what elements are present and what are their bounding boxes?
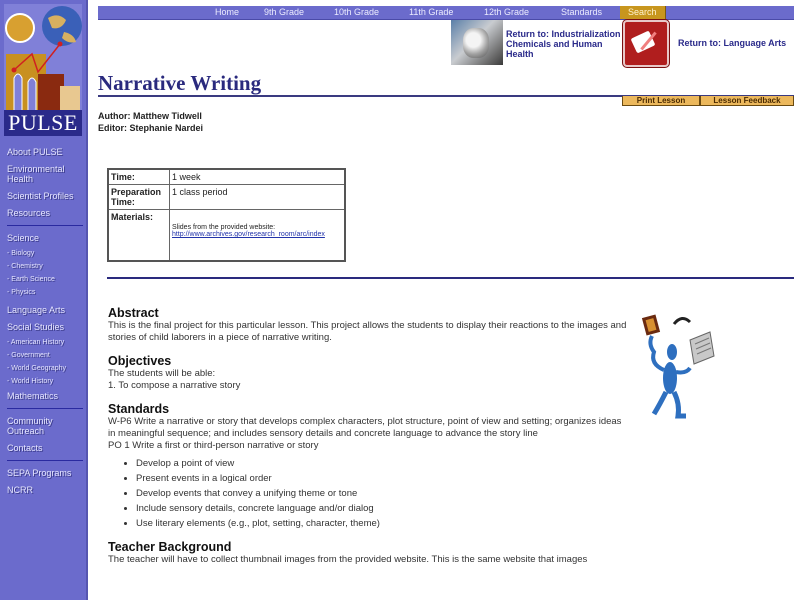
sidebar-item-american-history[interactable]: - American History bbox=[7, 339, 65, 346]
sidebar-item-environmental-health[interactable]: Environmental Health bbox=[7, 164, 65, 184]
nav-home[interactable]: Home bbox=[215, 7, 240, 17]
standards-text: W-P6 Write a narrative or story that develops complex characters, plot structure, point of view and setting; organizes ideas in meaningful sequence; and includes sensory details and concrete language to advance the story line bbox=[108, 416, 622, 439]
time-label: Time: bbox=[108, 169, 170, 185]
sidebar-item-sepa-programs[interactable]: SEPA Programs bbox=[7, 468, 72, 478]
lesson-info-table bbox=[107, 168, 346, 262]
time-value: 1 week bbox=[170, 169, 346, 185]
logo-art bbox=[4, 4, 82, 110]
standards-list bbox=[108, 458, 628, 530]
language-arts-icon[interactable] bbox=[623, 20, 669, 67]
section-divider bbox=[107, 277, 794, 279]
sidebar-item-mathematics[interactable]: Mathematics bbox=[7, 391, 59, 401]
sidebar-item-scientist-profiles[interactable]: Scientist Profiles bbox=[7, 191, 74, 201]
objectives-intro: The students will be able: bbox=[108, 368, 216, 379]
document-icon bbox=[690, 332, 714, 364]
nav-12th-grade[interactable]: 12th Grade bbox=[484, 7, 530, 17]
sidebar-item-community-outreach[interactable]: Community Outreach bbox=[7, 416, 53, 436]
standards-po: PO 1 Write a first or third-person narrative or story bbox=[108, 440, 319, 451]
materials-link[interactable]: http://www.archives.gov/research_room/arc/index bbox=[172, 231, 325, 238]
pulse-logo[interactable] bbox=[4, 4, 82, 136]
materials-value bbox=[170, 210, 346, 262]
table-row bbox=[108, 185, 345, 210]
nav-10th-grade[interactable]: 10th Grade bbox=[334, 7, 380, 17]
sidebar-item-earth-science[interactable]: - Earth Science bbox=[7, 276, 55, 283]
table-row bbox=[108, 169, 345, 185]
phone-icon bbox=[674, 318, 690, 324]
book-icon bbox=[642, 314, 660, 335]
side-nav bbox=[7, 147, 83, 502]
lesson-content bbox=[108, 306, 628, 566]
sidebar-item-language-arts[interactable]: Language Arts bbox=[7, 305, 66, 315]
return-to-subject-link[interactable]: Return to: Language Arts bbox=[678, 38, 787, 48]
list-item: • Develop a point of view bbox=[136, 458, 628, 470]
page-title: Narrative Writing bbox=[98, 71, 262, 95]
industrialization-thumbnail[interactable] bbox=[451, 20, 503, 65]
list-item: • Use literary elements (e.g., plot, setting, character, theme) bbox=[136, 518, 628, 530]
standards-heading: Standards bbox=[108, 402, 170, 416]
return-to-unit-link[interactable]: Return to: Industrialization Chemicals and Human Health bbox=[506, 29, 621, 59]
materials-label: Materials: bbox=[108, 210, 170, 262]
sidebar-item-science[interactable]: Science bbox=[7, 233, 40, 243]
sidebar-item-chemistry[interactable]: - Chemistry bbox=[7, 263, 43, 270]
prep-label: Preparation Time: bbox=[108, 185, 170, 210]
sidebar-divider bbox=[7, 225, 83, 226]
sidebar-item-ncrr[interactable]: NCRR bbox=[7, 485, 33, 495]
sidebar-item-world-history[interactable]: - World History bbox=[7, 378, 54, 385]
lesson-actions bbox=[622, 96, 794, 106]
nav-9th-grade[interactable]: 9th Grade bbox=[264, 7, 305, 17]
sidebar-item-social-studies[interactable]: Social Studies bbox=[7, 322, 65, 332]
prep-value: 1 class period bbox=[170, 185, 346, 210]
sidebar-item-world-geography[interactable]: - World Geography bbox=[7, 365, 67, 372]
nav-standards[interactable]: Standards bbox=[561, 7, 603, 17]
list-item: • Develop events that convey a unifying theme or tone bbox=[136, 488, 628, 500]
top-nav bbox=[98, 6, 794, 20]
lesson-feedback-button[interactable]: Lesson Feedback bbox=[700, 96, 794, 106]
credits bbox=[98, 110, 203, 134]
abstract-heading: Abstract bbox=[108, 306, 159, 320]
sidebar-item-biology[interactable]: - Biology bbox=[7, 250, 35, 257]
abstract-text: This is the final project for this particular lesson. This project allows the students to display their reactions to the images and stories of child laborers in a piece of narrative writing. bbox=[108, 320, 627, 343]
background-text: The teacher will have to collect thumbnail images from the provided website. This is the same website that images bbox=[108, 554, 588, 565]
nav-11th-grade[interactable]: 11th Grade bbox=[409, 7, 454, 17]
sidebar bbox=[0, 0, 88, 600]
sidebar-item-physics[interactable]: - Physics bbox=[7, 289, 36, 296]
table-row bbox=[108, 210, 345, 262]
juggler-illustration bbox=[630, 308, 720, 423]
nav-search[interactable]: Search bbox=[620, 6, 666, 19]
sidebar-divider bbox=[7, 460, 83, 461]
author-line: Author: Matthew Tidwell bbox=[98, 111, 202, 121]
sidebar-divider bbox=[7, 408, 83, 409]
list-item: • Present events in a logical order bbox=[136, 473, 628, 485]
objectives-item: 1. To compose a narrative story bbox=[108, 380, 241, 391]
print-lesson-button[interactable]: Print Lesson bbox=[622, 96, 700, 106]
sidebar-item-government[interactable]: - Government bbox=[7, 352, 50, 359]
sidebar-item-about[interactable]: About PULSE bbox=[7, 147, 63, 157]
sidebar-item-contacts[interactable]: Contacts bbox=[7, 443, 43, 453]
person-figure bbox=[650, 336, 690, 416]
materials-text: Slides from the provided website: bbox=[172, 224, 276, 231]
background-heading: Teacher Background bbox=[108, 540, 232, 554]
logo-wordmark: PULSE bbox=[4, 110, 82, 136]
editor-line: Editor: Stephanie Nardei bbox=[98, 123, 204, 133]
list-item: • Include sensory details, concrete language and/or dialog bbox=[136, 503, 628, 515]
sidebar-item-resources[interactable]: Resources bbox=[7, 208, 51, 218]
objectives-heading: Objectives bbox=[108, 354, 172, 368]
